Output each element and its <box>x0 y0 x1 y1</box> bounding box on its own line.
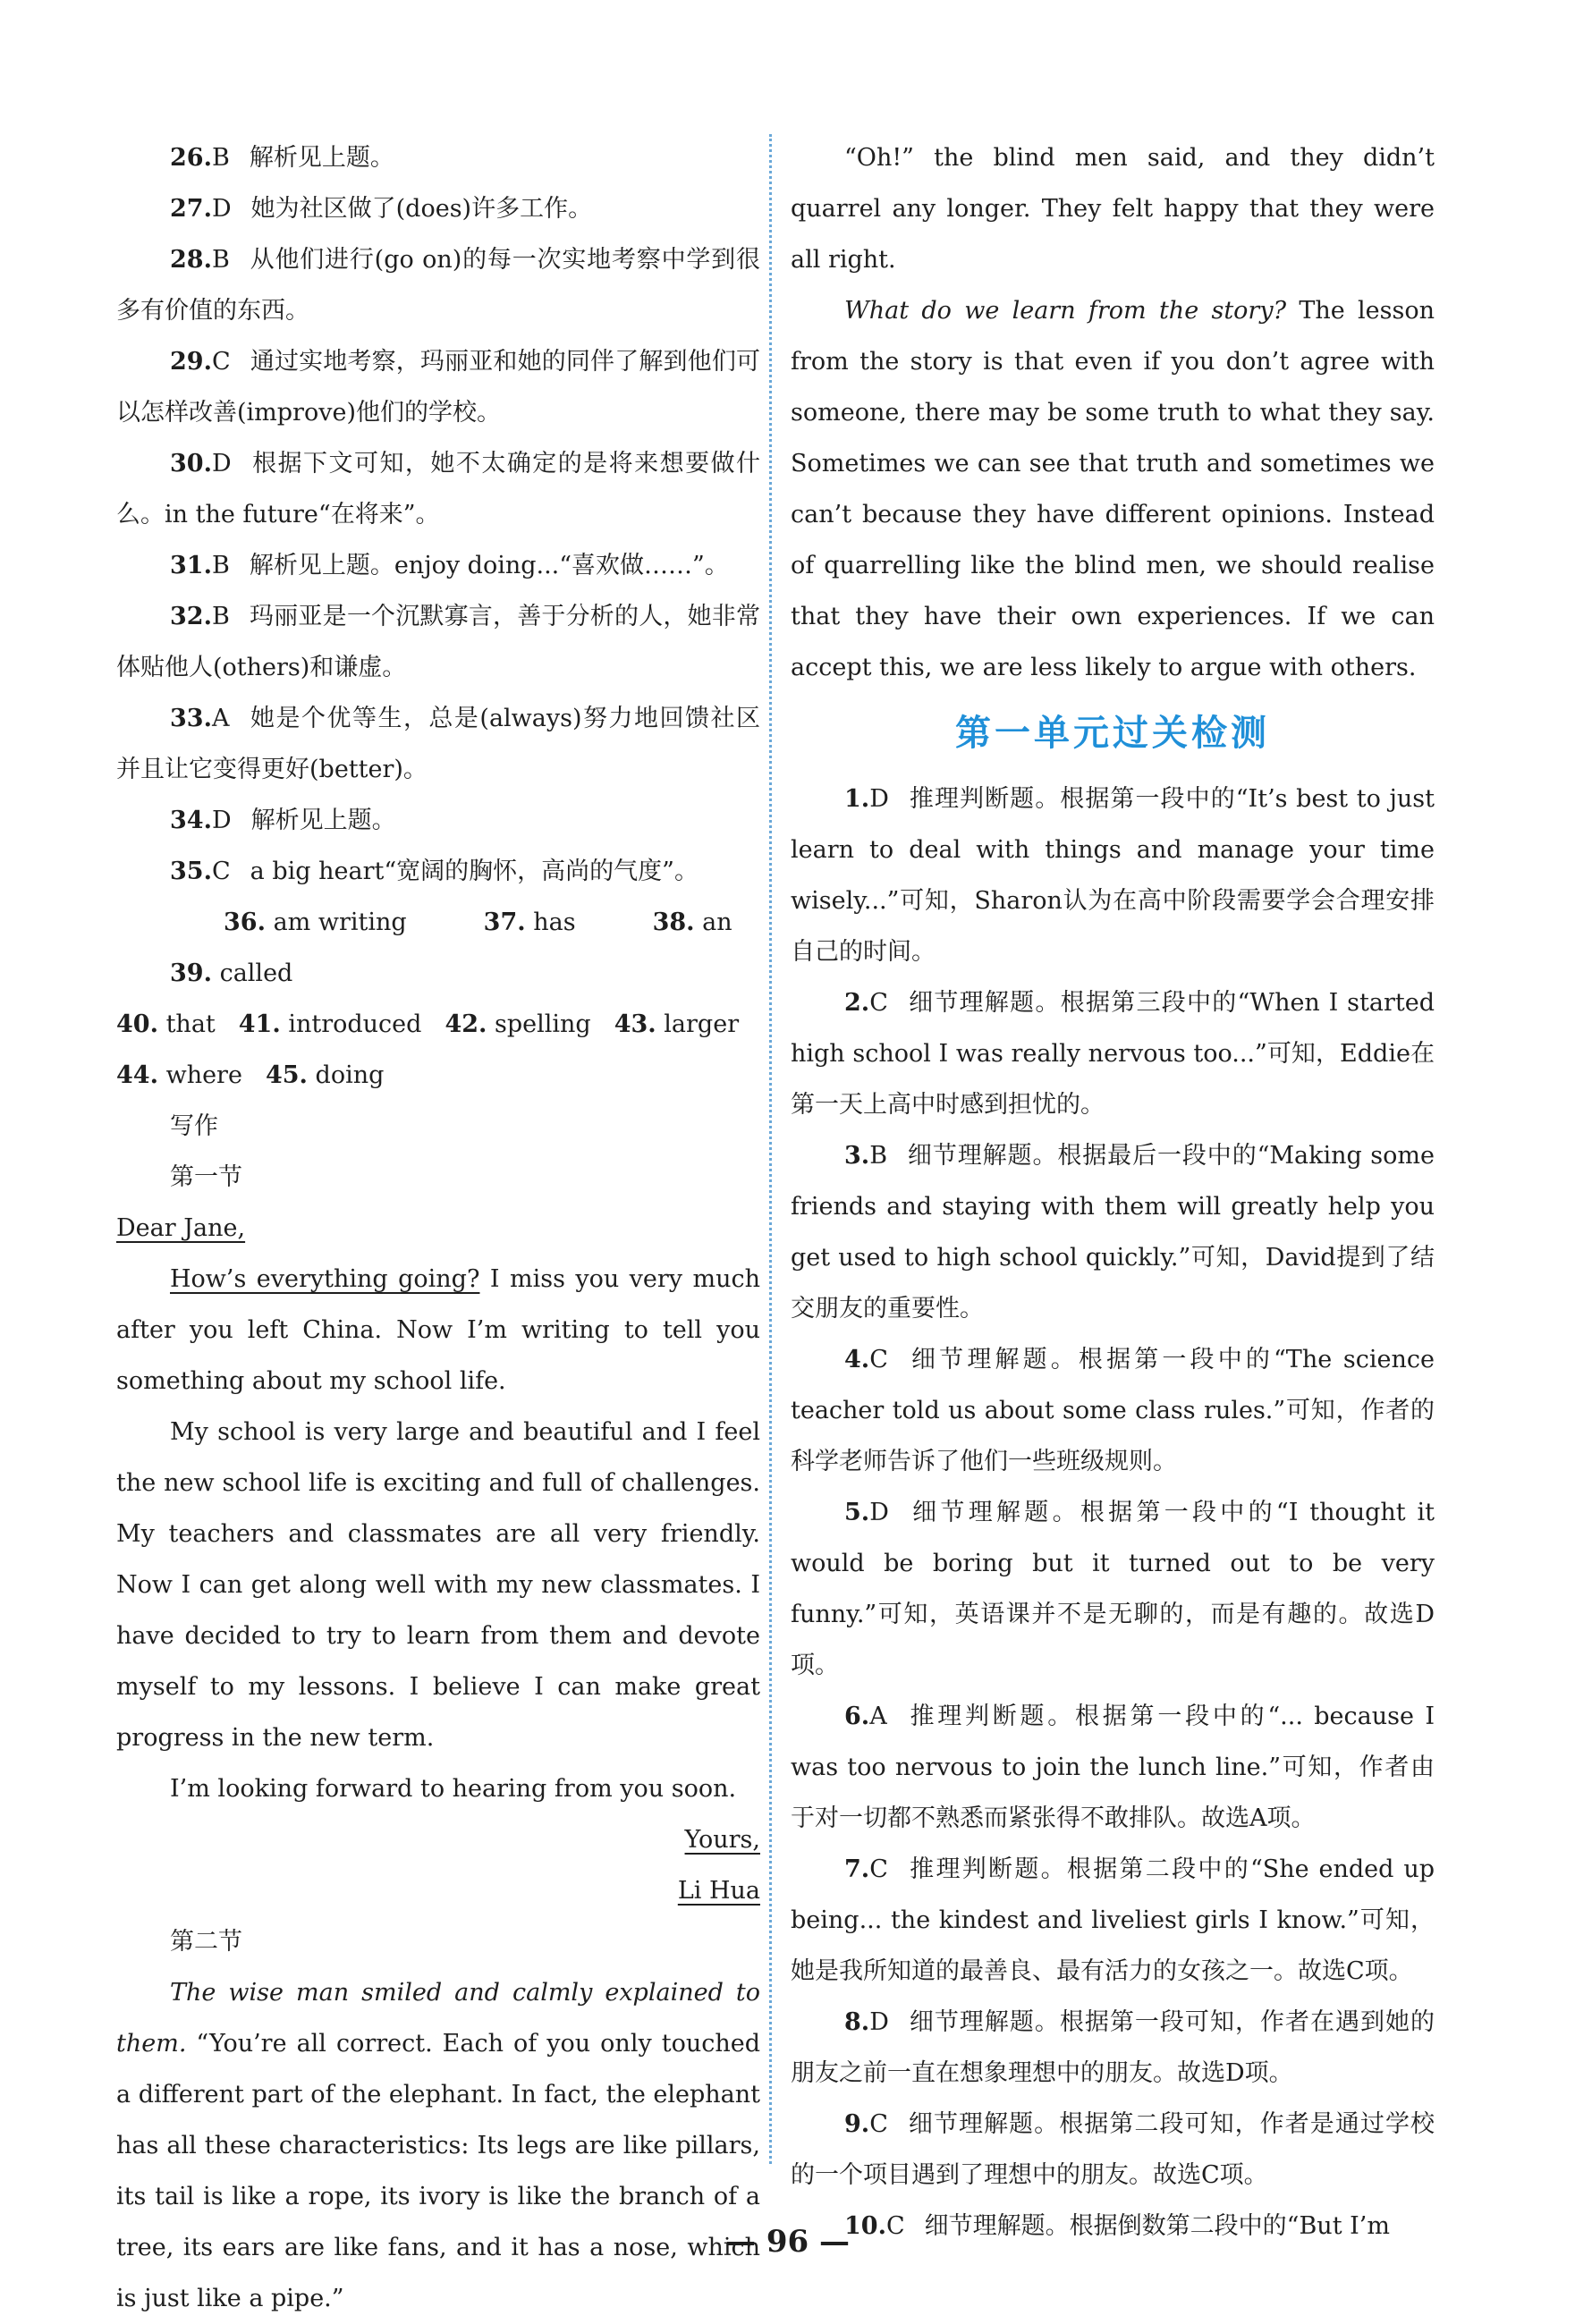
answer-letter: D <box>211 195 232 223</box>
question-number: 9. <box>844 2110 870 2138</box>
answer-explanation: 通过实地考察，玛丽亚和她的同伴了解到他们可以怎样改善(improve)他们的学校。 <box>116 348 760 427</box>
letter-salutation <box>116 1203 760 1254</box>
answer-item <box>116 132 760 183</box>
fill-item <box>599 897 732 948</box>
answer-letter: B <box>211 552 230 579</box>
fill-number: 38. <box>652 908 695 936</box>
answer-item <box>116 693 760 795</box>
answer-letter: B <box>869 1142 888 1170</box>
answer-explanation: 细节理解题。根据第一段可知，作者在遇到她的朋友之前一直在想象理想中的朋友。故选D项。 <box>791 2008 1435 2087</box>
answer-letter: D <box>211 807 232 834</box>
page-number: — 96 — <box>725 2224 850 2260</box>
fill-item <box>445 999 590 1050</box>
answer-item <box>116 234 760 336</box>
fill-number: 39. <box>170 959 212 987</box>
right-column <box>791 132 1435 2252</box>
answer-item <box>116 336 760 438</box>
letter-opening: How’s everything going? <box>170 1265 480 1293</box>
fill-word: an <box>702 908 732 936</box>
fill-item <box>116 1050 242 1101</box>
answer-letter: C <box>869 1346 888 1373</box>
question-number: 3. <box>844 1142 870 1170</box>
fill-number: 36. <box>224 908 266 936</box>
section2-label: 第二节 <box>170 1928 242 1956</box>
closing-text: Yours, <box>684 1826 760 1854</box>
answer-item <box>791 1997 1435 2099</box>
answer-letter: C <box>869 2110 888 2138</box>
answer-item <box>791 1334 1435 1487</box>
answer-letter: C <box>869 989 888 1017</box>
answer-explanation: 她是个优等生，总是(always)努力地回馈社区并且让它变得更好(better)。 <box>116 705 760 783</box>
answer-item <box>116 438 760 540</box>
fill-number: 42. <box>445 1010 487 1038</box>
answer-letter: C <box>211 858 231 885</box>
fill-number: 41. <box>238 1010 281 1038</box>
answer-letter: A <box>211 705 230 732</box>
answer-explanation: 从他们进行(go on)的每一次实地考察中学到很多有价值的东西。 <box>116 246 760 325</box>
fill-item <box>239 999 422 1050</box>
answer-letter: A <box>869 1703 887 1730</box>
letter-paragraph-2: My school is very large and beautiful and I feel the new school life is exciting and full of challenges. My teachers and classmates are all very friendly. Now I can get along well with my new classmates. I have decided to try to learn from them and devote myself to my lessons. I believe I can make great progress in the new term. <box>116 1418 760 1752</box>
question-number: 10. <box>844 2212 886 2240</box>
story-continuation: “Oh!” the blind men said, and they didn’t quarrel any longer. They felt happy that they were all right. <box>791 144 1435 274</box>
fill-word: am writing <box>273 908 407 936</box>
answer-explanation: 细节理解题。根据倒数第二段中的“But I’m <box>924 2212 1390 2240</box>
fill-word: larger <box>664 1010 740 1038</box>
answer-letter: B <box>211 144 230 172</box>
answer-list-part2 <box>791 773 1435 2252</box>
answer-item <box>791 773 1435 977</box>
answer-letter: C <box>211 348 231 376</box>
question-number: 2. <box>844 989 870 1017</box>
unit-test-heading: 第一单元过关检测 <box>955 713 1270 754</box>
answer-explanation: 细节理解题。根据第三段中的“When I started high school I was really nervous too...”可知，Eddie在第一天上高中时感到担忧的。 <box>791 989 1435 1119</box>
fill-number: 44. <box>116 1061 158 1089</box>
question-number: 1. <box>844 785 870 813</box>
answer-item <box>791 2099 1435 2201</box>
section1-label: 第一节 <box>170 1163 242 1191</box>
fill-word: has <box>533 908 576 936</box>
question-number: 27. <box>170 195 212 223</box>
question-number: 8. <box>844 2008 870 2036</box>
column-divider <box>769 134 772 2164</box>
question-number: 30. <box>170 450 212 477</box>
answer-explanation: 解析见上题。 <box>249 144 394 172</box>
question-number: 6. <box>844 1703 870 1730</box>
fill-item <box>116 999 216 1050</box>
fill-item <box>266 1050 384 1101</box>
answer-item <box>791 1691 1435 1844</box>
fill-number: 45. <box>265 1061 308 1089</box>
answer-item <box>791 977 1435 1130</box>
answer-explanation: 推理判断题。根据第一段中的“... because I was too nervous to join the lunch line.”可知，作者由于对一切都不熟悉而紧张得不敢排队。故选A项。 <box>791 1703 1435 1832</box>
answer-item <box>791 1844 1435 1997</box>
lesson-paragraph <box>791 285 1435 693</box>
fill-word: doing <box>315 1061 385 1089</box>
answer-item <box>116 591 760 693</box>
letter-closing <box>116 1814 760 1865</box>
answer-letter: D <box>869 2008 889 2036</box>
answer-explanation: 根据下文可知，她不太确定的是将来想要做什么。in the future“在将来”。 <box>116 450 760 528</box>
question-number: 26. <box>170 144 212 172</box>
salutation-text: Dear Jane, <box>116 1214 246 1242</box>
left-column <box>116 132 760 2324</box>
story-rest-text: “You’re all correct. Each of you only touched a different part of the elephant. In fact, the elephant has all these characteristics: Its legs are like pillars, its tail is like a rope, its ivory is like the branch of a tree, its ears are like fans, and it has a nose, which is just like a pipe.” <box>116 2030 760 2312</box>
fill-number: 40. <box>116 1010 158 1038</box>
question-number: 32. <box>170 603 212 630</box>
fill-row <box>116 897 760 999</box>
letter-para1-rest: I miss you very much after you left China. Now I’m writing to tell you something about my school life. <box>116 1265 760 1395</box>
fill-item <box>170 897 407 948</box>
answer-explanation: 玛丽亚是一个沉默寡言，善于分析的人，她非常体贴他人(others)和谦虚。 <box>116 603 760 681</box>
answer-explanation: 细节理解题。根据第一段中的“The science teacher told us about some class rules.”可知，作者的科学老师告诉了他们一些班级规则。 <box>791 1346 1435 1475</box>
answer-explanation: 推理判断题。根据第一段中的“It’s best to just learn to deal with things and manage your time wisely...”可知，Sharon认为在高中阶段需要学会合理安排自己的时间。 <box>791 785 1435 966</box>
answer-item <box>116 183 760 234</box>
answer-letter: D <box>869 1499 889 1526</box>
question-number: 35. <box>170 858 212 885</box>
fill-word: introduced <box>288 1010 422 1038</box>
answer-explanation: a big heart“宽阔的胸怀，高尚的气度”。 <box>250 858 699 885</box>
answer-letter: B <box>211 603 230 630</box>
question-number: 31. <box>170 552 212 579</box>
answer-letter: D <box>211 450 232 477</box>
fill-word: that <box>165 1010 216 1038</box>
writing-label: 写作 <box>170 1112 218 1140</box>
answer-letter: C <box>869 1855 888 1883</box>
signature-text: Li Hua <box>677 1877 760 1905</box>
answer-explanation: 解析见上题。enjoy doing...“喜欢做……”。 <box>249 552 729 579</box>
fill-row <box>116 1050 760 1101</box>
question-number: 29. <box>170 348 212 376</box>
fill-item <box>614 999 739 1050</box>
question-number: 28. <box>170 246 212 274</box>
question-number: 34. <box>170 807 212 834</box>
fill-item <box>116 948 292 999</box>
lesson-text: The lesson from the story is that even if you don’t agree with someone, there may be some truth to what they say. Sometimes we can see that truth and sometimes we can’t because they have different opinions. Instead of quarrelling like the blind men, we should realise that they have their own experiences. If we can accept this, we are less likely to argue with others. <box>791 297 1435 681</box>
fill-row <box>116 999 760 1050</box>
letter-signature <box>116 1865 760 1916</box>
fill-word: where <box>165 1061 242 1089</box>
fill-number: 43. <box>614 1010 656 1038</box>
question-number: 33. <box>170 705 212 732</box>
lesson-question: What do we learn from the story? <box>844 297 1287 325</box>
fill-in-answers <box>116 897 760 1101</box>
fill-word: spelling <box>495 1010 591 1038</box>
answer-item <box>791 1487 1435 1691</box>
fill-number: 37. <box>483 908 526 936</box>
answer-explanation: 解析见上题。 <box>250 807 396 834</box>
question-number: 7. <box>844 1855 870 1883</box>
story-italic-text: The wise man smiled and calmly explained to them. <box>116 1979 760 2058</box>
answer-explanation: 她为社区做了(does)许多工作。 <box>250 195 593 223</box>
question-number: 5. <box>844 1499 870 1526</box>
letter-paragraph-1 <box>116 1254 760 1407</box>
fill-item <box>430 897 576 948</box>
letter-paragraph-3: I’m looking forward to hearing from you soon. <box>170 1775 737 1803</box>
question-number: 4. <box>844 1346 870 1373</box>
fill-word: called <box>219 959 293 987</box>
story-paragraph <box>116 1967 760 2324</box>
answer-letter: B <box>211 246 230 274</box>
answer-list-part1 <box>116 132 760 897</box>
answer-explanation: 细节理解题。根据最后一段中的“Making some friends and staying with them will greatly help you get used to high school quickly.”可知，David提到了结交朋友的重要性。 <box>791 1142 1435 1323</box>
answer-item <box>116 846 760 897</box>
answer-letter: C <box>885 2212 905 2240</box>
answer-explanation: 细节理解题。根据第二段可知，作者是通过学校的一个项目遇到了理想中的朋友。故选C项。 <box>791 2110 1435 2189</box>
answer-item <box>116 540 760 591</box>
answer-explanation: 细节理解题。根据第一段中的“I thought it would be boring but it turned out to be very funny.”可知，英语课并不是无聊的，而是有趣的。故选D项。 <box>791 1499 1435 1679</box>
answer-letter: D <box>869 785 889 813</box>
answer-item <box>116 795 760 846</box>
answer-item <box>791 1130 1435 1334</box>
answer-explanation: 推理判断题。根据第二段中的“She ended up being... the kindest and liveliest girls I know.”可知，她是我所知道的最善良、最有活力的女孩之一。故选C项。 <box>791 1855 1435 1985</box>
